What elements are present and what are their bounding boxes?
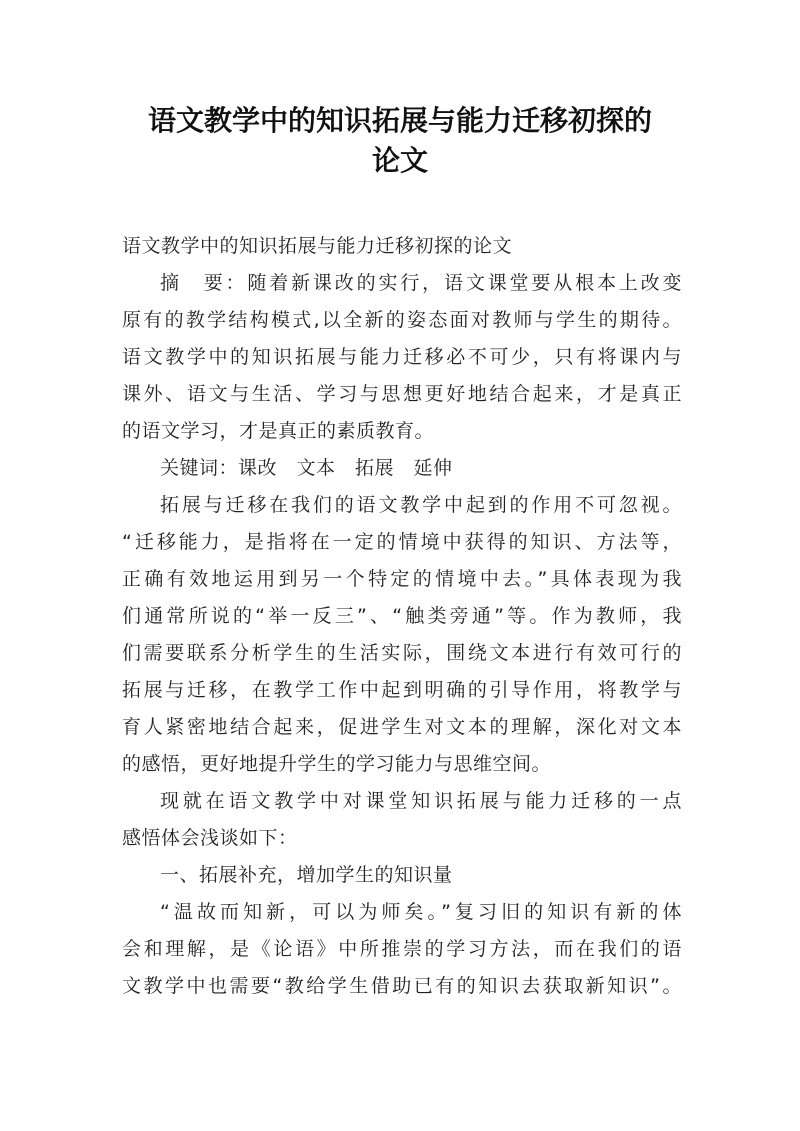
- document-title-line-1: 语文教学中的知识拓展与能力迁移初探的: [147, 104, 652, 137]
- abstract-line: 摘 要：随着新课改的实行，语文课堂要从根本上改变: [160, 272, 682, 294]
- body-line: “迁移能力，是指将在一定的情境中获得的知识、方法等，: [122, 531, 682, 553]
- body-line: 拓展与迁移，在教学工作中起到明确的引导作用，将教学与: [122, 679, 682, 701]
- paragraph-heading-line: 语文教学中的知识拓展与能力迁移初探的论文: [122, 235, 513, 257]
- body-line: 们通常所说的“举一反三”、“触类旁通”等。作为教师，我: [122, 605, 682, 627]
- abstract-line: 语文教学中的知识拓展与能力迁移必不可少，只有将课内与: [122, 346, 682, 368]
- body-line: 育人紧密地结合起来，促进学生对文本的理解，深化对文本: [122, 716, 682, 738]
- keywords-line: 关键词：课改 文本 拓展 延伸: [160, 457, 453, 479]
- body-line: 会和理解，是《论语》中所推崇的学习方法，而在我们的语: [122, 938, 682, 960]
- body-line: 文教学中也需要“教给学生借助已有的知识去获取新知识”。: [122, 975, 682, 997]
- body-line: 现就在语文教学中对课堂知识拓展与能力迁移的一点: [160, 790, 682, 812]
- document-title-line-2: 论文: [371, 144, 428, 177]
- body-line: 的感悟，更好地提升学生的学习能力与思维空间。: [122, 753, 552, 775]
- abstract-line: 的语文学习，才是真正的素质教育。: [122, 420, 435, 442]
- section-heading-line: 一、拓展补充，增加学生的知识量: [160, 864, 453, 886]
- body-line: 感悟体会浅谈如下：: [122, 827, 298, 849]
- body-line: “温故而知新，可以为师矣。”复习旧的知识有新的体: [160, 901, 682, 923]
- body-line: 正确有效地运用到另一个特定的情境中去。”具体表现为我: [122, 568, 682, 590]
- abstract-line: 原有的教学结构模式,以全新的姿态面对教师与学生的期待。: [122, 309, 682, 331]
- abstract-line: 课外、语文与生活、学习与思想更好地结合起来，才是真正: [122, 383, 682, 405]
- body-line: 拓展与迁移在我们的语文教学中起到的作用不可忽视。: [160, 494, 682, 516]
- body-line: 们需要联系分析学生的生活实际，围绕文本进行有效可行的: [122, 642, 682, 664]
